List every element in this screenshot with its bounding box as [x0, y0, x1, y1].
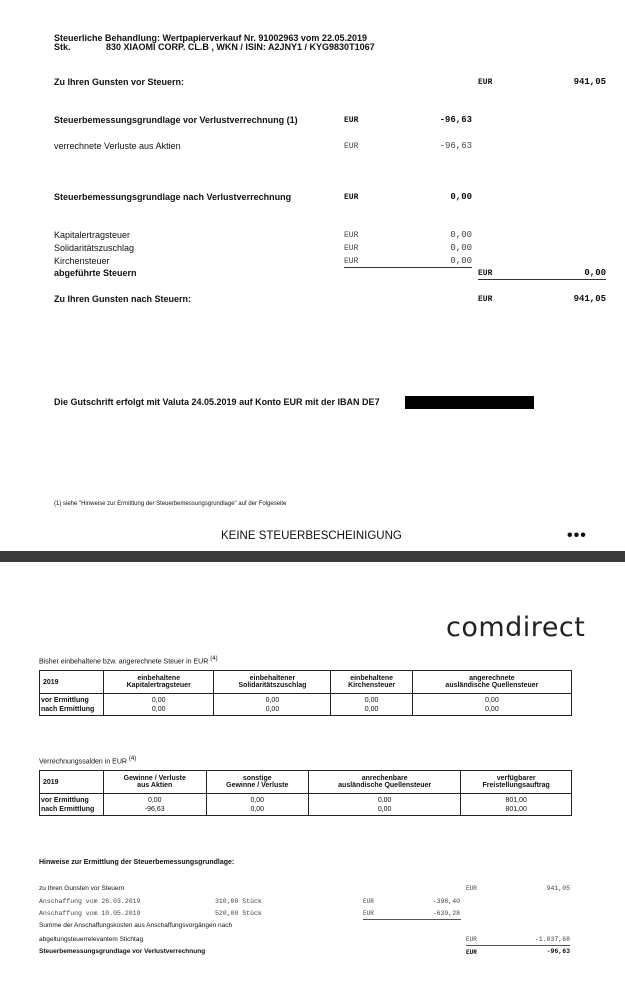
summe-label-2: abgeltungsteuerrelevantem Stichtag: [39, 936, 144, 943]
table1-header-3: einbehaltene Kirchensteuer: [331, 671, 412, 694]
bmg-vor-label: Steuerbemessungsgrundlage vor Verlustverrechnung (1): [54, 115, 298, 125]
bmg-nach-label: Steuerbemessungsgrundlage nach Verlustverrechnung: [54, 192, 292, 202]
header-line-2: 830 XIAOMI CORP. CL.B , WKN / ISIN: A2JNY1 / KYG9830T1067: [106, 42, 375, 52]
ansch1-value: -398,40: [432, 898, 460, 905]
summe-label-1: Summe der Anschaffungskosten aus Anschaffungsvorgängen nach: [39, 922, 233, 929]
table1-cell-2: 0,00 0,00: [214, 694, 331, 716]
soli-label: Solidaritätszuschlag: [54, 243, 135, 253]
table1-caption-text: Bisher einbehaltene bzw. angerechnete Steuer in EUR: [39, 658, 209, 666]
header-stk: Stk.: [54, 42, 71, 52]
more-options-icon[interactable]: •••: [567, 527, 587, 544]
table2-row-labels: vor Ermittlung nach Ermittlung: [40, 794, 104, 816]
table2-cell-2: 0,00 0,00: [206, 794, 309, 816]
vor-steuern-value: 941,05: [573, 77, 606, 87]
nach-steuern-value: 941,05: [573, 294, 606, 304]
kest-value: 0,00: [450, 230, 472, 240]
iban-redaction: [405, 396, 534, 409]
vor-steuern-currency: EUR: [478, 78, 493, 87]
hinweise-vor-currency: EUR: [466, 885, 477, 892]
nach-steuern-currency: EUR: [478, 295, 493, 304]
summe-currency: EUR: [466, 936, 477, 943]
table2-year: 2019: [40, 771, 104, 794]
table2-header-4: verfügbarer Freistellungsauftrag: [461, 771, 572, 794]
table1-caption: [39, 656, 218, 665]
table1-cell-1: 0,00 0,00: [104, 694, 214, 716]
abgef-label: abgeführte Steuern: [54, 268, 137, 278]
table1-header-2: einbehaltener Solidaritätszuschlag: [214, 671, 331, 694]
page-divider: [0, 551, 625, 562]
ansch2-qty: 520,00 Stück: [215, 910, 262, 917]
verrechnungssalden-table: [39, 770, 572, 816]
abgef-underline: [478, 279, 606, 280]
hinweise-bmg-currency: EUR: [466, 949, 477, 956]
abgef-currency: EUR: [478, 269, 493, 278]
steuer-table: [39, 670, 572, 716]
table1-cell-3: 0,00 0,00: [331, 694, 412, 716]
hinweise-bmg-value: -96,63: [546, 948, 570, 955]
verluste-label: verrechnete Verluste aus Aktien: [54, 141, 181, 151]
verluste-value: -96,63: [439, 141, 472, 151]
table2-cell-4: 801,00 801,00: [461, 794, 572, 816]
table1-header-4: angerechnete ausländische Quellensteuer: [412, 671, 571, 694]
kest-currency: EUR: [344, 231, 359, 240]
table2-cell-3: 0,00 0,00: [309, 794, 461, 816]
table2-header-3: anrechenbare ausländische Quellensteuer: [309, 771, 461, 794]
comdirect-logo: comdirect: [446, 612, 586, 643]
summe-value: -1.037,68: [534, 936, 570, 943]
table2-caption-note: (4): [128, 756, 137, 762]
table1-header-1: einbehaltene Kapitalertragsteuer: [104, 671, 214, 694]
verluste-currency: EUR: [344, 142, 359, 151]
vor-steuern-label: Zu Ihren Gunsten vor Steuern:: [54, 77, 185, 87]
hinweise-title: Hinweise zur Ermittlung der Steuerbemessungsgrundlage:: [39, 859, 235, 866]
table1-year: 2019: [40, 671, 104, 694]
bmg-nach-currency: EUR: [344, 193, 359, 202]
kirche-underline: [344, 267, 472, 268]
ansch2-label: Anschaffung vom 10.05.2019: [39, 910, 141, 917]
keine-steuerbescheinigung: KEINE STEUERBESCHEINIGUNG: [221, 530, 402, 542]
kest-label: Kapitalertragsteuer: [54, 230, 131, 240]
soli-value: 0,00: [450, 243, 472, 253]
ansch1-label: Anschaffung vom 26.03.2019: [39, 898, 141, 905]
hinweise-bmg-label: Steuerbemessungsgrundlage vor Verlustverrechnung: [39, 948, 206, 955]
ansch2-value: -639,28: [432, 910, 460, 917]
gutschrift-text: Die Gutschrift erfolgt mit Valuta 24.05.2019 auf Konto EUR mit der IBAN DE7: [54, 397, 380, 407]
hinweise-vor-label: zu Ihren Gunsten vor Steuern: [39, 885, 125, 892]
kirche-currency: EUR: [344, 257, 359, 266]
kirche-label: Kirchensteuer: [54, 256, 110, 266]
nach-steuern-label: Zu Ihren Gunsten nach Steuern:: [54, 294, 192, 304]
abgef-value: 0,00: [584, 268, 606, 278]
bmg-nach-value: 0,00: [450, 192, 472, 202]
soli-currency: EUR: [344, 244, 359, 253]
ansch1-currency: EUR: [363, 898, 374, 905]
table1-caption-note: (4): [210, 656, 218, 662]
table1-cell-4: 0,00 0,00: [412, 694, 571, 716]
ansch1-qty: 310,00 Stück: [215, 898, 262, 905]
summe-underline: [466, 945, 570, 946]
bmg-vor-value: -96,63: [439, 115, 472, 125]
table2-header-2: sonstige Gewinne / Verluste: [206, 771, 309, 794]
hinweise-vor-value: 941,05: [546, 885, 570, 892]
footnote: (1) siehe "Hinweise zur Ermittlung der Steuerbemessungsgrundlage" auf der Folgeseite: [54, 501, 287, 507]
bmg-vor-currency: EUR: [344, 116, 359, 125]
ansch2-currency: EUR: [363, 910, 374, 917]
table1-row-labels: vor Ermittlung nach Ermittlung: [40, 694, 104, 716]
table2-caption: [39, 756, 136, 765]
table2-caption-text: Verrechnungssalden in EUR: [39, 758, 127, 766]
table2-header-1: Gewinne / Verluste aus Aktien: [104, 771, 207, 794]
kirche-value: 0,00: [450, 256, 472, 266]
header-line-1: Steuerliche Behandlung: Wertpapierverkauf Nr. 91002963 vom 22.05.2019: [54, 33, 367, 43]
ansch2-underline: [363, 919, 461, 920]
table2-cell-1: 0,00 -96,63: [104, 794, 207, 816]
